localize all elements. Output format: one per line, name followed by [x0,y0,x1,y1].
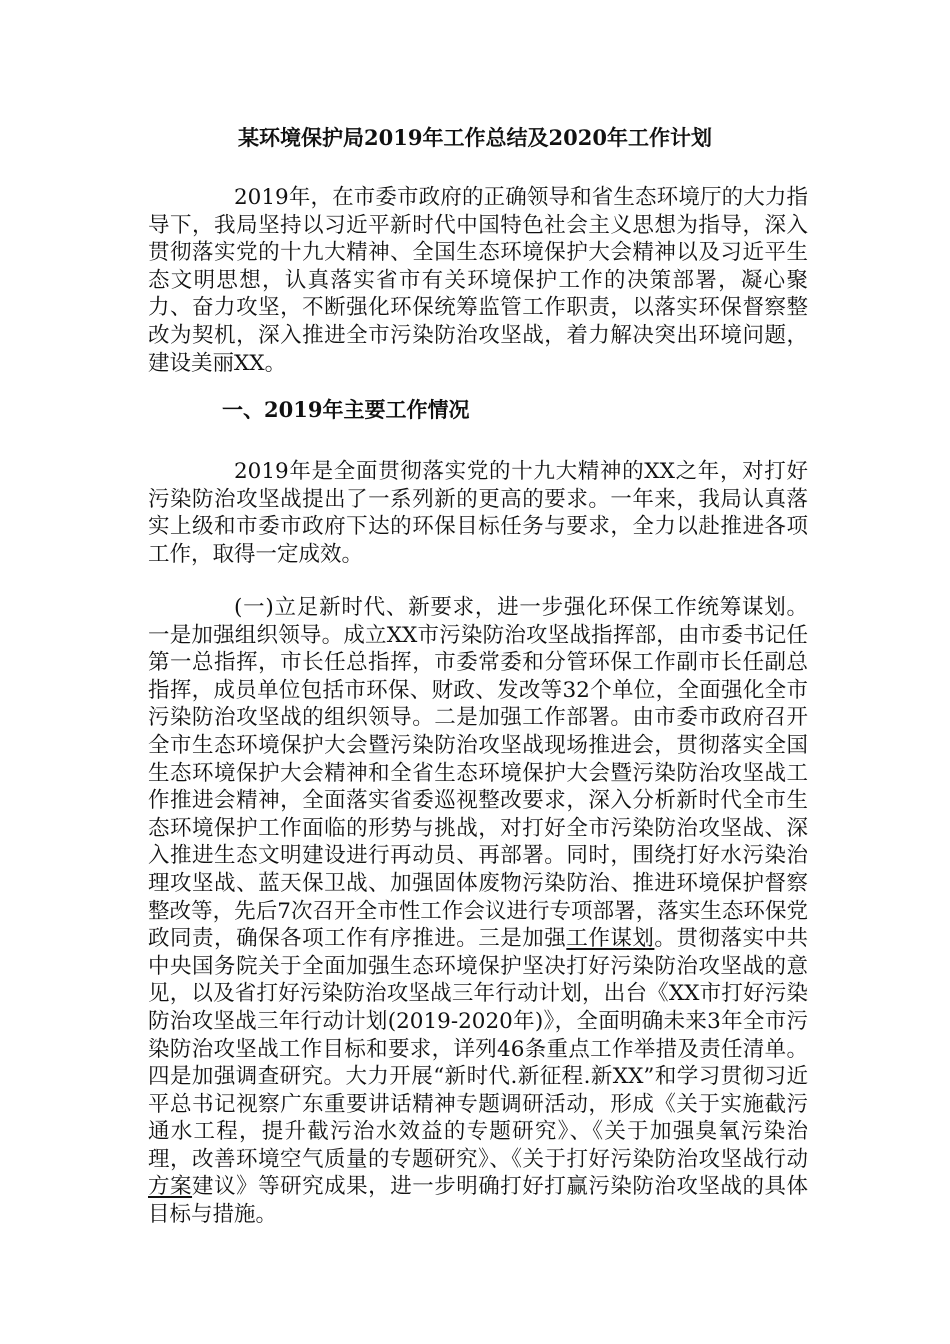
plan-link[interactable]: 方案 [148,1174,193,1200]
intro-paragraph: 2019年，在市委市政府的正确领导和省生态环境厅的大力指导下，我局坚持以习近平新时代中国特色社会主义思想为指导，深入贯彻落实党的十九大精神、全国生态环境保护大会精神以及习近平生态文明思想，认真落实省市有关环境保护工作的决策部署，凝心聚力、奋力攻坚，不断强化环保统筹监管工作职责，以落实环保督察整改为契机，深入推进全市污染防治攻坚战，着力解决突出环境问题，建设美丽XX。 [148,185,808,376]
work-planning-paragraph [148,594,808,1229]
paragraph-text: 建议》等研究成果，进一步明确打好打赢污染防治攻坚战的具体目标与措施。 [148,1174,808,1228]
section-intro-paragraph: 2019年是全面贯彻落实党的十九大精神的XX之年，对打好污染防治攻坚战提出了一系列新的更高的要求。一年来，我局认真落实上级和市委市政府下达的环保目标任务与要求，全力以赴推进各项工作，取得一定成效。 [148,459,808,567]
document-title: 某环境保护局2019年工作总结及2020年工作计划 [238,125,712,150]
paragraph-text: 。贯彻落实中共中央国务院关于全面加强生态环境保护坚决打好污染防治攻坚战的意见，以及省打好污染防治攻坚战三年行动计划，出台《XX市打好污染防治攻坚战三年行动计划(2019-2020年)》，全面明确未来3年全市污染防治攻坚战工作目标和要求，详列46条重点工作举措及责任清单。四是加强调查研究。大力开展“新时代.新征程.新XX”和学习贯彻习近平总书记视察广东重要讲话精神专题调研活动，形成《关于实施截污通水工程，提升截污治水效益的专题研究》、《关于加强臭氧污染治理，改善环境空气质量的专题研究》、《关于打好污染防治攻坚战行动 [148,926,808,1172]
section-heading: 一、2019年主要工作情况 [222,397,470,422]
paragraph-text: (一)立足新时代、新要求，进一步强化环保工作统筹谋划。一是加强组织领导。成立XX市污染防治攻坚战指挥部，由市委书记任第一总指挥，市长任总指挥，市委常委和分管环保工作副市长任副总指挥，成员单位包括市环保、财政、发改等32个单位，全面强化全市污染防治攻坚战的组织领导。二是加强工作部署。由市委市政府召开全市生态环境保护大会暨污染防治攻坚战现场推进会，贯彻落实全国生态环境保护大会精神和全省生态环境保护大会暨污染防治攻坚战工作推进会精神，全面落实省委巡视整改要求，深入分析新时代全市生态环境保护工作面临的形势与挑战，对打好全市污染防治攻坚战、深入推进生态文明建设进行再动员、再部署。同时，围绕打好水污染治理攻坚战、蓝天保卫战、加强固体废物污染防治、推进环境保护督察整改等，先后7次召开全市性工作会议进行专项部署，落实生态环保党政同责，确保各项工作有序推进。三是加强 [148,595,808,952]
work-planning-link[interactable]: 工作谋划 [566,926,655,952]
